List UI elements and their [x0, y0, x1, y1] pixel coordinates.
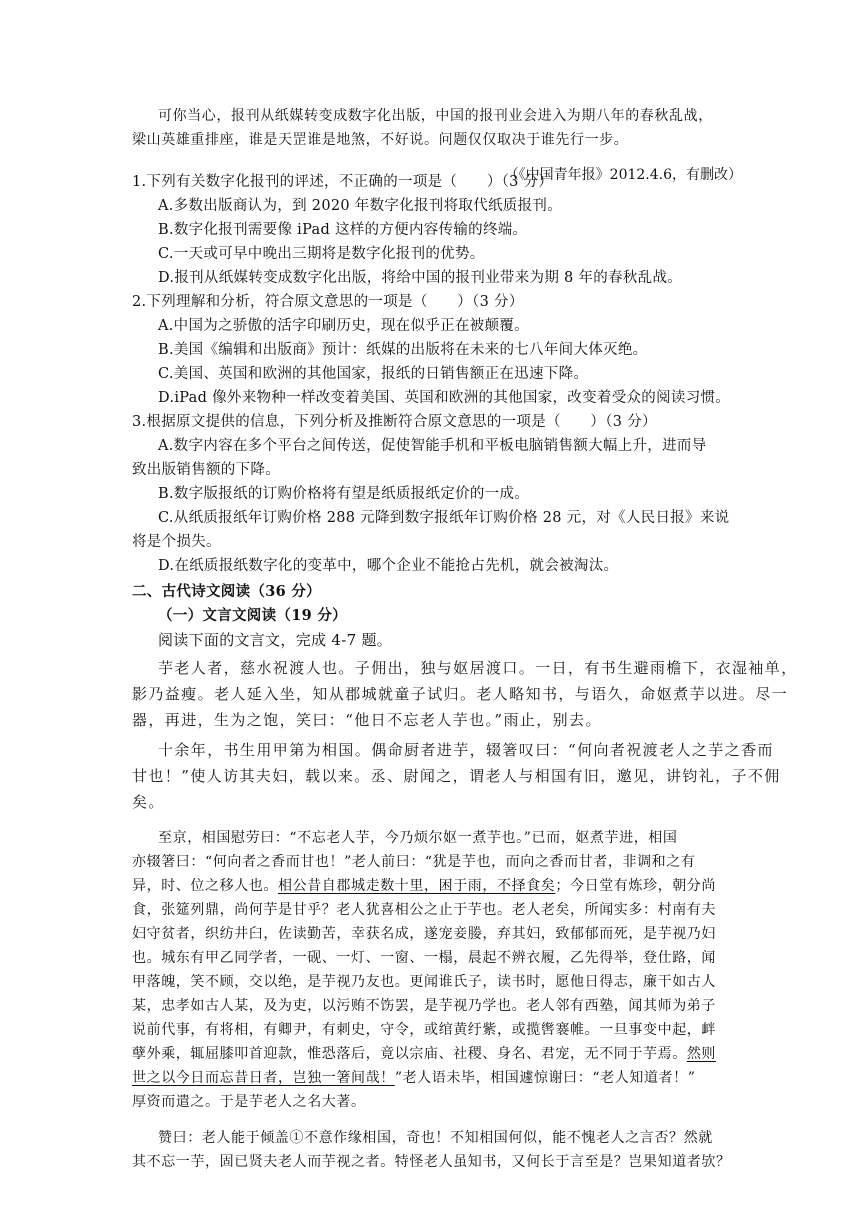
passage-line-5: 妇守贫者，织纺井臼，佐读勤苦，幸获名成，遂宠妾媵，弃其妇，致郁郁而死，是芋视乃妇 — [132, 926, 716, 942]
question-3-option-a: A.数字内容在多个平台之间传送，促使智能手机和平板电脑销售额大幅上升，进而导 — [158, 438, 707, 454]
question-3-option-a-cont: 致出版销售额的下降。 — [132, 462, 280, 478]
hand-line-5: 甘也！”使人访其夫妇，载以来。丞、尉闻之，谓老人与相国有旧，邀见，讲钧礼，子不佣 — [132, 767, 781, 785]
question-1-option-a: A.多数出版商认为，到 2020 年数字化报刊将取代纸质报刊。 — [158, 198, 562, 214]
question-2-option-d: D.iPad 像外来物种一样改变着美国、英国和欧洲的其他国家，改变着受众的阅读习惯。 — [158, 390, 731, 406]
hand-line-4: 十余年，书生用甲第为相国。偶命厨者进芋，辍箸叹曰：“何向者祝渡老人之芋之香而 — [158, 741, 774, 759]
reading-instruction: 阅读下面的文言文，完成 4-7 题。 — [158, 631, 393, 649]
question-1-option-d: D.报刊从纸媒转变成数字化出版，将给中国的报刊业带来为期 8 年的春秋乱战。 — [158, 270, 683, 286]
question-2-option-b: B.美国《编辑和出版商》预计：纸媒的出版将在未来的七八年间大体灭绝。 — [158, 342, 648, 358]
question-3-option-c-cont: 将是个损失。 — [132, 534, 221, 550]
hand-line-2: 影乃益瘦。老人延入坐，知从郡城就童子试归。老人略知书，与语久，命妪煮芋以进。尽一 — [132, 685, 789, 703]
passage-line-7: 甲落魄，笑不顾，交以绝，是芋视乃友也。更闻谁氏子，读书时，愿他日得志，廉干如古人 — [132, 974, 716, 990]
question-1-stem: 1.下列有关数字化报刊的评述，不正确的一项是（ ）（3 分） — [132, 174, 554, 190]
zan-line-1: 赞曰：老人能于倾盖①不意作缘相国，奇也！不知相国何似，能不愧老人之言否？然就 — [158, 1130, 713, 1146]
passage-line-3: 异，时、位之移人也。相公昔自郡城走数十里，困于雨，不择食矣；今日堂有炼珍，朝分尚 — [132, 878, 717, 894]
source-citation: （《中国青年报》2012.4.6，有删改） — [504, 167, 742, 183]
hand-line-3: 器，再进，生为之饱，笑曰：“他日不忘老人芋也。”雨止，别去。 — [132, 711, 602, 729]
question-1-option-b: B.数字化报刊需要像 iPad 这样的方便内容传输的终端。 — [158, 222, 528, 238]
question-3-option-c: C.从纸质报纸年订购价格 288 元降到数字报纸年订购价格 28 元，对《人民日报》来说 — [158, 510, 730, 526]
question-3-option-b: B.数字版报纸的订购价格将有望是纸质报纸定价的一成。 — [158, 486, 530, 502]
passage-line-4: 食，张筵列鼎，尚何芋是甘乎？老人犹喜相公之止于芋也。老人老矣，所闻实多：村南有夫 — [132, 902, 716, 918]
passage-line-2: 亦辍箸曰：“何向者之香而甘也！”老人前曰：“犹是芋也，而向之香而甘者，非调和之有 — [132, 854, 696, 870]
question-2-option-a: A.中国为之骄傲的活字印刷历史，现在似乎正在被颠覆。 — [158, 318, 529, 334]
question-2-option-c: C.美国、英国和欧洲的其他国家，报纸的日销售额正在迅速下降。 — [158, 366, 589, 382]
passage-line-1: 至京，相国慰劳曰：“不忘老人芋，今乃烦尔妪一煮芋也。”已而，妪煮芋进，相国 — [158, 830, 678, 846]
passage-line-10: 孽外乘，辄屈膝叩首迎款，惟恐落后，竟以宗庙、社稷、身名、君宠，无不同于芋焉。然则 — [132, 1046, 717, 1062]
hand-line-6: 矣。 — [132, 793, 165, 811]
underlined-sentence-2b: 世之以今日而忘昔日者，岂独一箸间哉！ — [132, 1070, 395, 1086]
zan-line-2: 其不忘一芋，固已贤夫老人而芋视之者。特怪老人虽知书，又何长于言至是？岂果知道者欤？ — [132, 1154, 731, 1170]
section-2-title: 二、古代诗文阅读（36 分） — [132, 583, 321, 600]
underlined-sentence-2a: 然则 — [686, 1046, 717, 1062]
question-3-stem: 3.根据原文提供的信息，下列分析及推断符合原文意思的一项是（ ）（3 分） — [132, 414, 657, 430]
hand-line-1: 芋老人者，慈水祝渡人也。子佣出，独与妪居渡口。一日，有书生避雨檐下，衣湿袖单， — [158, 659, 798, 677]
section-2-subtitle: （一）文言文阅读（19 分） — [158, 607, 347, 624]
underlined-sentence-1: 相公昔自郡城走数十里，困于雨，不择食矣 — [278, 878, 556, 894]
passage-line-8: 某，忠孝如古人某，及为吏，以污贿不饬罢，是芋视乃学也。老人邻有西塾，闻其师为弟子 — [132, 998, 716, 1014]
question-1-option-c: C.一天或可早中晚出三期将是数字化报刊的优势。 — [158, 246, 485, 262]
passage-line-9: 说前代事，有将相，有卿尹，有刺史，守令，或绾黄纡紫，或揽辔褰帷。一旦事变中起，衅 — [132, 1022, 716, 1038]
intro-line-2: 梁山英雄重排座，谁是天罡谁是地煞，不好说。问题仅仅取决于谁先行一步。 — [132, 132, 629, 148]
intro-line-1: 可你当心，报刊从纸媒转变成数字化出版，中国的报刊业会进入为期八年的春秋乱战， — [158, 108, 713, 124]
passage-line-11: 世之以今日而忘昔日者，岂独一箸间哉！”老人语未毕，相国遽惊谢曰：“老人知道者！” — [132, 1070, 696, 1086]
passage-line-12: 厚资而遣之。于是芋老人之名大著。 — [132, 1094, 366, 1110]
question-3-option-d: D.在纸质报纸数字化的变革中，哪个企业不能抢占先机，就会被淘汰。 — [158, 558, 619, 574]
question-2-stem: 2.下列理解和分析，符合原文意思的一项是（ ）（3 分） — [132, 294, 524, 310]
passage-line-6: 也。城东有甲乙同学者，一砚、一灯、一窗、一榻，晨起不辨衣履，乙先得举，登仕路，闻 — [132, 950, 716, 966]
